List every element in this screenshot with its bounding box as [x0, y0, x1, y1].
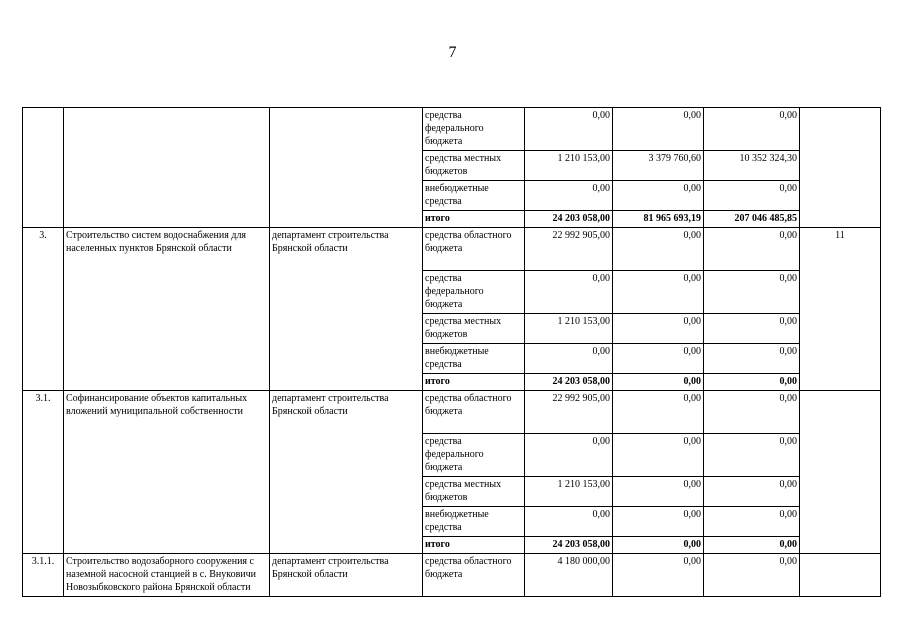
amount-year3-cell: 0,00 — [704, 228, 800, 271]
amount-year3-cell: 0,00 — [704, 477, 800, 507]
amount-year1-cell: 1 210 153,00 — [525, 151, 613, 181]
amount-year2-cell: 3 379 760,60 — [613, 151, 704, 181]
item-name-cell — [64, 108, 270, 228]
funding-source-cell: внебюджетные средства — [423, 344, 525, 374]
funding-source-cell: средства областного бюджета — [423, 554, 525, 597]
table-row — [23, 228, 881, 271]
amount-year2-cell: 0,00 — [613, 181, 704, 211]
funding-source-cell: внебюджетные средства — [423, 181, 525, 211]
amount-year3-cell: 0,00 — [704, 181, 800, 211]
item-name-cell: Строительство водозаборного сооружения с наземной насосной станцией в с. Внуковичи Новозыбковского района Брянской области — [64, 554, 270, 597]
amount-year3-cell: 0,00 — [704, 344, 800, 374]
table-row — [23, 391, 881, 434]
funding-source-cell: средства федерального бюджета — [423, 108, 525, 151]
table-row — [23, 108, 881, 151]
target-indicator-cell: 11 — [800, 228, 881, 391]
amount-year3-cell: 0,00 — [704, 271, 800, 314]
executor-cell: департамент строительства Брянской области — [270, 228, 423, 391]
amount-year1-cell: 22 992 905,00 — [525, 391, 613, 434]
item-number-cell: 3.1. — [23, 391, 64, 554]
amount-year3-cell: 0,00 — [704, 434, 800, 477]
amount-year3-cell: 0,00 — [704, 374, 800, 391]
page-number: 7 — [448, 44, 457, 61]
amount-year1-cell: 24 203 058,00 — [525, 537, 613, 554]
funding-table — [22, 107, 881, 597]
item-name-cell: Софинансирование объектов капитальных вложений муниципальной собственности — [64, 391, 270, 554]
amount-year2-cell: 0,00 — [613, 391, 704, 434]
executor-cell — [270, 108, 423, 228]
target-indicator-cell — [800, 554, 881, 597]
amount-year1-cell: 0,00 — [525, 507, 613, 537]
amount-year3-cell: 0,00 — [704, 537, 800, 554]
amount-year2-cell: 0,00 — [613, 434, 704, 477]
funding-source-cell: средства федерального бюджета — [423, 434, 525, 477]
amount-year2-cell: 0,00 — [613, 314, 704, 344]
amount-year2-cell: 0,00 — [613, 374, 704, 391]
amount-year1-cell: 0,00 — [525, 434, 613, 477]
item-name-cell: Строительство систем водоснабжения для населенных пунктов Брянской области — [64, 228, 270, 391]
amount-year2-cell: 0,00 — [613, 477, 704, 507]
funding-source-cell: внебюджетные средства — [423, 507, 525, 537]
amount-year2-cell: 0,00 — [613, 271, 704, 314]
amount-year1-cell: 0,00 — [525, 344, 613, 374]
executor-cell: департамент строительства Брянской области — [270, 554, 423, 597]
funding-source-cell: средства местных бюджетов — [423, 314, 525, 344]
amount-year3-cell: 0,00 — [704, 391, 800, 434]
amount-year1-cell: 24 203 058,00 — [525, 211, 613, 228]
amount-year2-cell: 0,00 — [613, 507, 704, 537]
funding-source-cell: средства федерального бюджета — [423, 271, 525, 314]
amount-year3-cell: 10 352 324,30 — [704, 151, 800, 181]
amount-year2-cell: 0,00 — [613, 344, 704, 374]
amount-year1-cell: 4 180 000,00 — [525, 554, 613, 597]
amount-year2-cell: 0,00 — [613, 537, 704, 554]
funding-source-cell: средства областного бюджета — [423, 391, 525, 434]
amount-year3-cell: 0,00 — [704, 108, 800, 151]
amount-year1-cell: 0,00 — [525, 181, 613, 211]
amount-year1-cell: 24 203 058,00 — [525, 374, 613, 391]
amount-year2-cell: 81 965 693,19 — [613, 211, 704, 228]
amount-year1-cell: 1 210 153,00 — [525, 477, 613, 507]
amount-year1-cell: 0,00 — [525, 271, 613, 314]
funding-source-cell: средства областного бюджета — [423, 228, 525, 271]
amount-year1-cell: 1 210 153,00 — [525, 314, 613, 344]
funding-source-cell: итого — [423, 211, 525, 228]
item-number-cell: 3. — [23, 228, 64, 391]
target-indicator-cell — [800, 108, 881, 228]
funding-source-cell: итого — [423, 537, 525, 554]
amount-year1-cell: 0,00 — [525, 108, 613, 151]
amount-year3-cell: 0,00 — [704, 507, 800, 537]
target-indicator-cell — [800, 391, 881, 554]
funding-source-cell: средства местных бюджетов — [423, 151, 525, 181]
amount-year3-cell: 0,00 — [704, 314, 800, 344]
item-number-cell: 3.1.1. — [23, 554, 64, 597]
item-number-cell — [23, 108, 64, 228]
amount-year1-cell: 22 992 905,00 — [525, 228, 613, 271]
amount-year2-cell: 0,00 — [613, 108, 704, 151]
executor-cell: департамент строительства Брянской области — [270, 391, 423, 554]
funding-source-cell: средства местных бюджетов — [423, 477, 525, 507]
amount-year2-cell: 0,00 — [613, 228, 704, 271]
amount-year3-cell: 207 046 485,85 — [704, 211, 800, 228]
funding-source-cell: итого — [423, 374, 525, 391]
amount-year2-cell: 0,00 — [613, 554, 704, 597]
amount-year3-cell: 0,00 — [704, 554, 800, 597]
table-row — [23, 554, 881, 597]
